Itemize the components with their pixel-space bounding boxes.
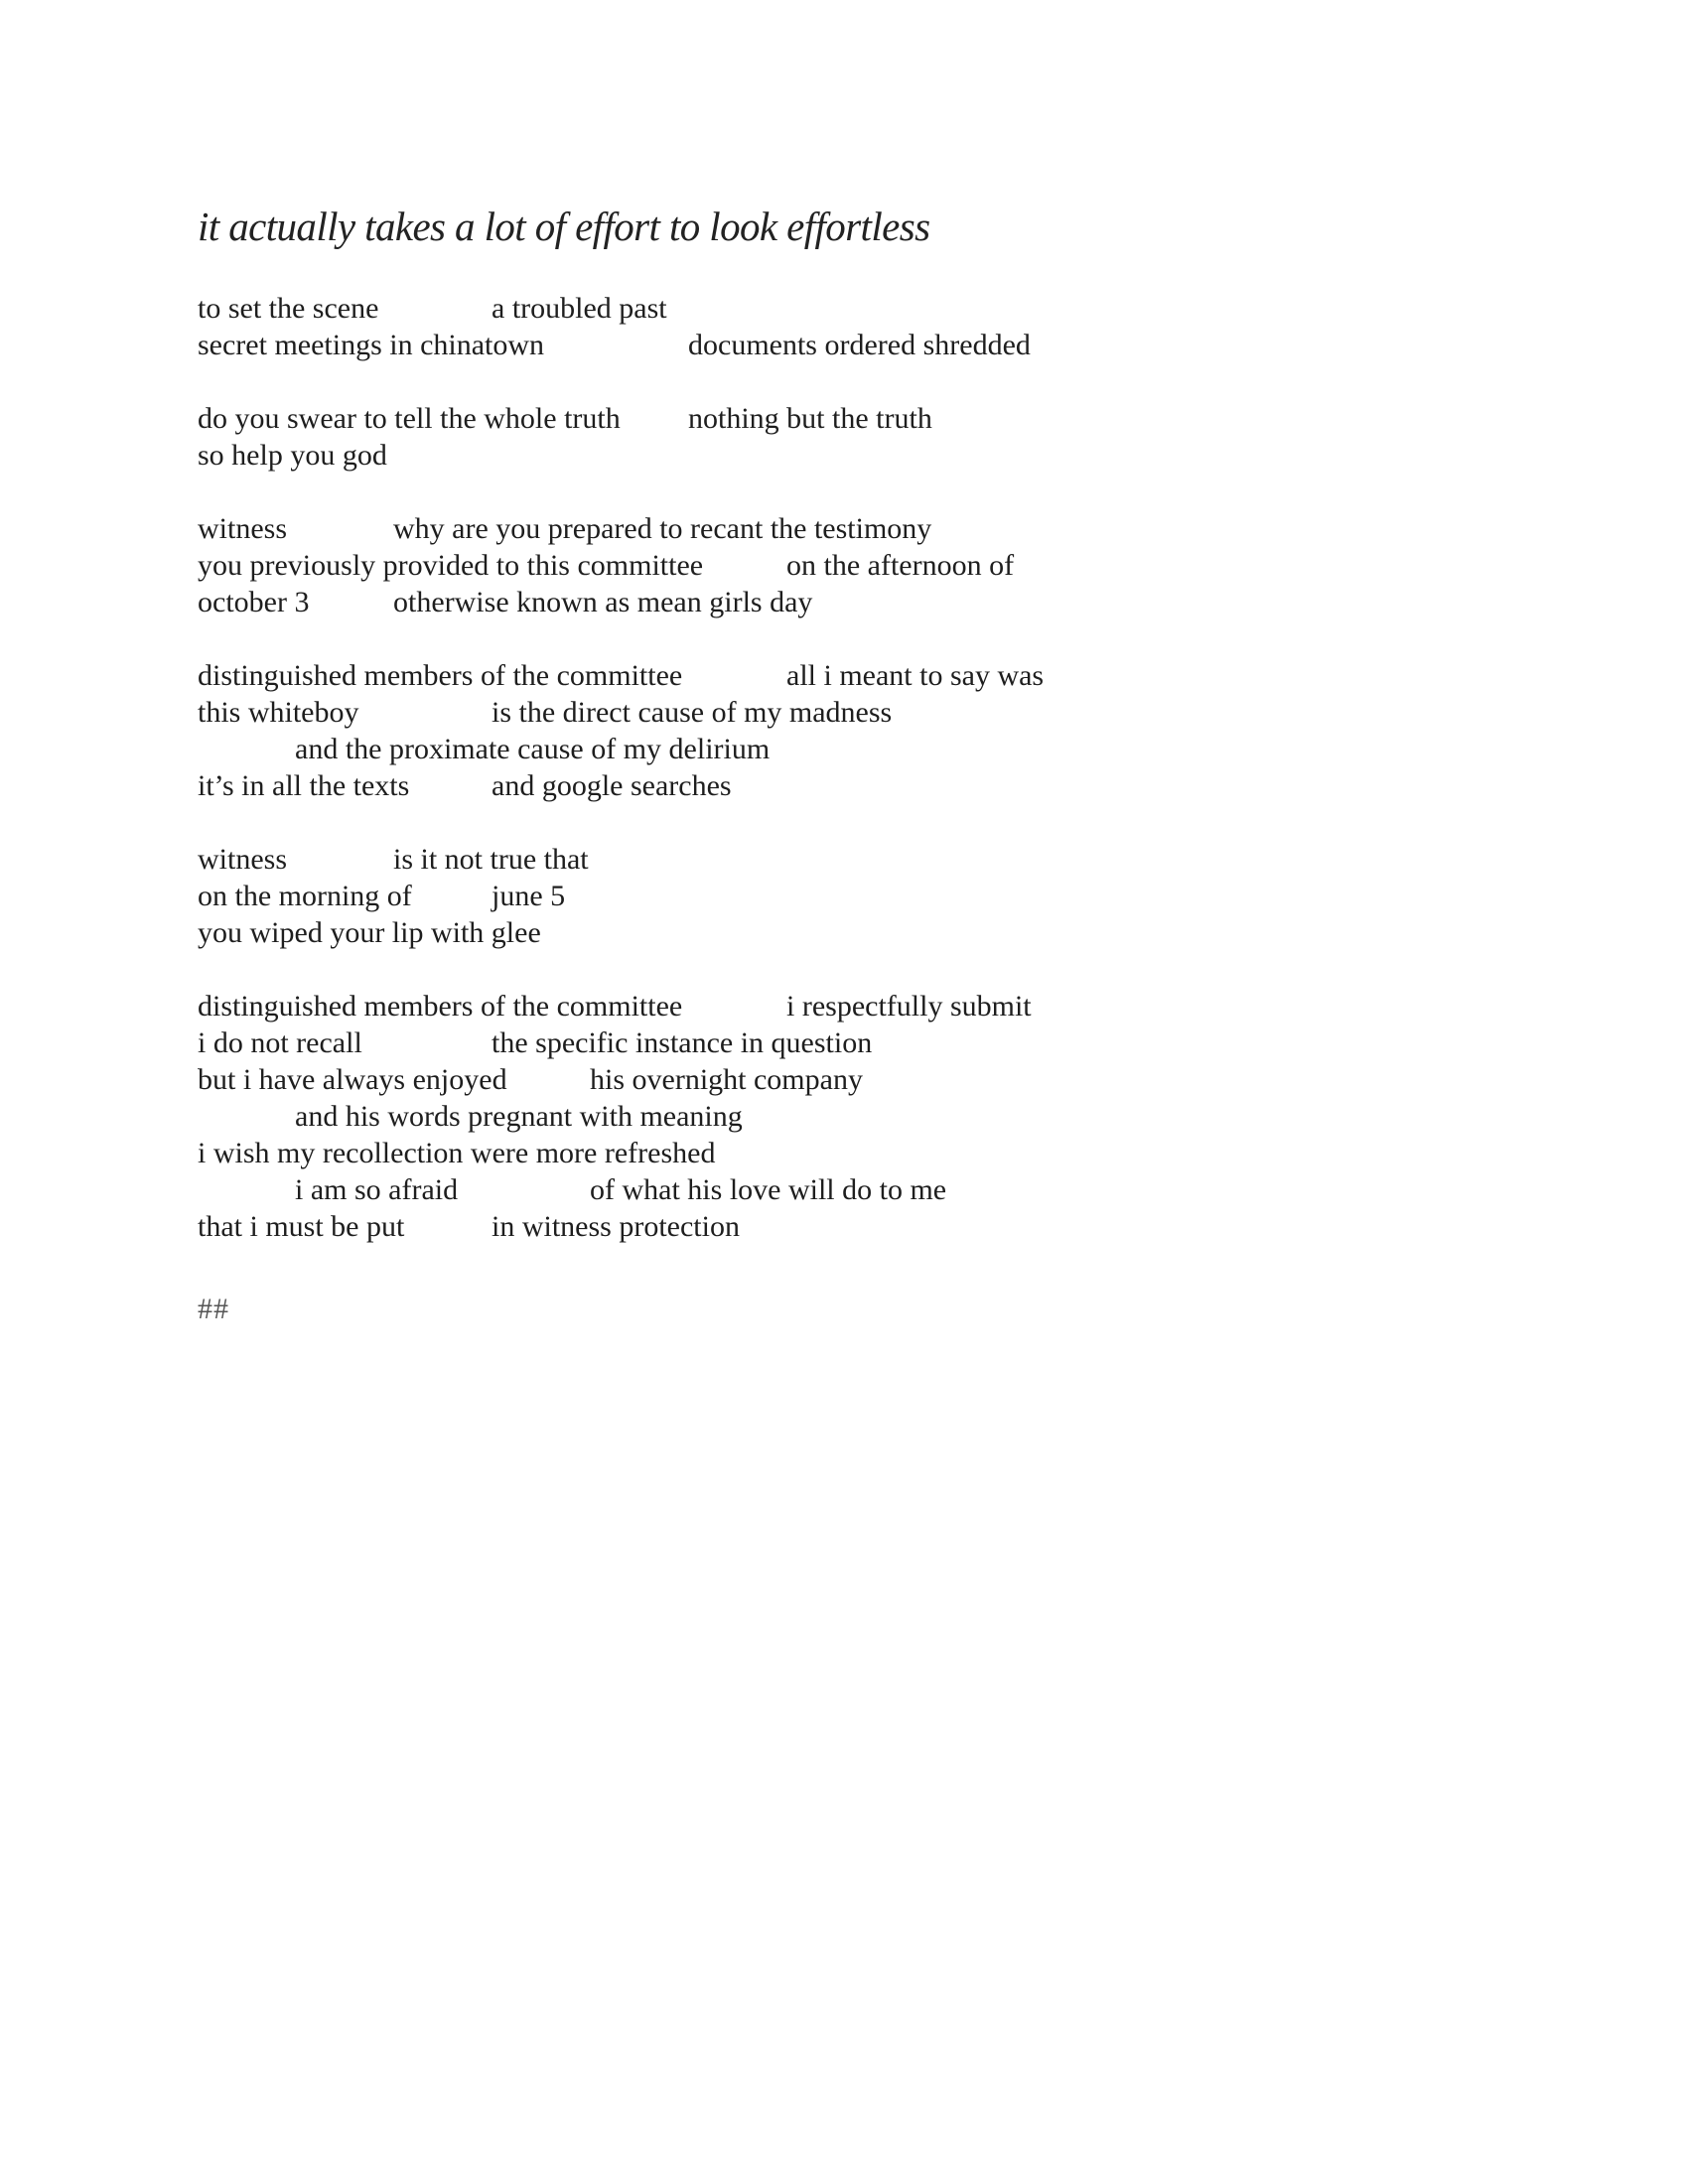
- line-segment: this whiteboy: [198, 696, 359, 729]
- poem-line: [0, 657, 1688, 694]
- line-segment: on the morning of: [198, 880, 412, 912]
- line-segment: in witness protection: [492, 1210, 740, 1243]
- poem-line: [0, 584, 1688, 620]
- poem-line: [0, 400, 1688, 437]
- end-mark: ##: [198, 1293, 229, 1325]
- line-segment: i wish my recollection were more refreshed: [198, 1137, 716, 1169]
- poem-line: [0, 1208, 1688, 1245]
- line-segment: the specific instance in question: [492, 1026, 873, 1059]
- line-segment: distinguished members of the committee: [198, 990, 683, 1023]
- line-segment: witness: [198, 512, 287, 545]
- poem-line: [0, 290, 1688, 327]
- poem-line: [0, 1061, 1688, 1098]
- poem-line: [0, 731, 1688, 767]
- line-segment: it’s in all the texts: [198, 769, 410, 802]
- line-segment: distinguished members of the committee: [198, 659, 683, 692]
- poem-line: [0, 327, 1688, 363]
- line-segment: nothing but the truth: [688, 402, 932, 435]
- poem-line: [0, 1024, 1688, 1061]
- line-segment: is it not true that: [393, 843, 589, 876]
- line-segment: of what his love will do to me: [590, 1173, 947, 1206]
- line-segment: i do not recall: [198, 1026, 362, 1059]
- line-segment: and his words pregnant with meaning: [295, 1100, 743, 1133]
- poem-title: it actually takes a lot of effort to look effortless: [198, 204, 930, 249]
- line-segment: documents ordered shredded: [688, 329, 1031, 361]
- line-segment: and google searches: [492, 769, 732, 802]
- line-segment: on the afternoon of: [786, 549, 1015, 582]
- line-segment: you previously provided to this committee: [198, 549, 704, 582]
- line-segment: you wiped your lip with glee: [198, 916, 541, 949]
- poem-line: [0, 1135, 1688, 1171]
- line-segment: why are you prepared to recant the testimony: [393, 512, 932, 545]
- poem-line: [0, 437, 1688, 474]
- poem-line: [0, 841, 1688, 878]
- line-segment: to set the scene: [198, 292, 379, 325]
- line-segment: and the proximate cause of my delirium: [295, 733, 771, 765]
- poem-line: [0, 510, 1688, 547]
- poem-line: [0, 878, 1688, 914]
- line-segment: i respectfully submit: [786, 990, 1032, 1023]
- poem-line: [0, 1098, 1688, 1135]
- line-segment: october 3: [198, 586, 310, 618]
- line-segment: so help you god: [198, 439, 387, 472]
- line-segment: otherwise known as mean girls day: [393, 586, 813, 618]
- poem-line: [0, 767, 1688, 804]
- line-segment: i am so afraid: [295, 1173, 459, 1206]
- line-segment: do you swear to tell the whole truth: [198, 402, 621, 435]
- line-segment: secret meetings in chinatown: [198, 329, 545, 361]
- poem-line: [0, 988, 1688, 1024]
- line-segment: his overnight company: [590, 1063, 863, 1096]
- line-segment: but i have always enjoyed: [198, 1063, 507, 1096]
- poem-line: [0, 914, 1688, 951]
- line-segment: witness: [198, 843, 287, 876]
- line-segment: all i meant to say was: [786, 659, 1045, 692]
- line-segment: is the direct cause of my madness: [492, 696, 893, 729]
- line-segment: that i must be put: [198, 1210, 405, 1243]
- poem-line: [0, 1171, 1688, 1208]
- line-segment: june 5: [492, 880, 566, 912]
- poem-line: [0, 694, 1688, 731]
- line-segment: a troubled past: [492, 292, 667, 325]
- poem-line: [0, 547, 1688, 584]
